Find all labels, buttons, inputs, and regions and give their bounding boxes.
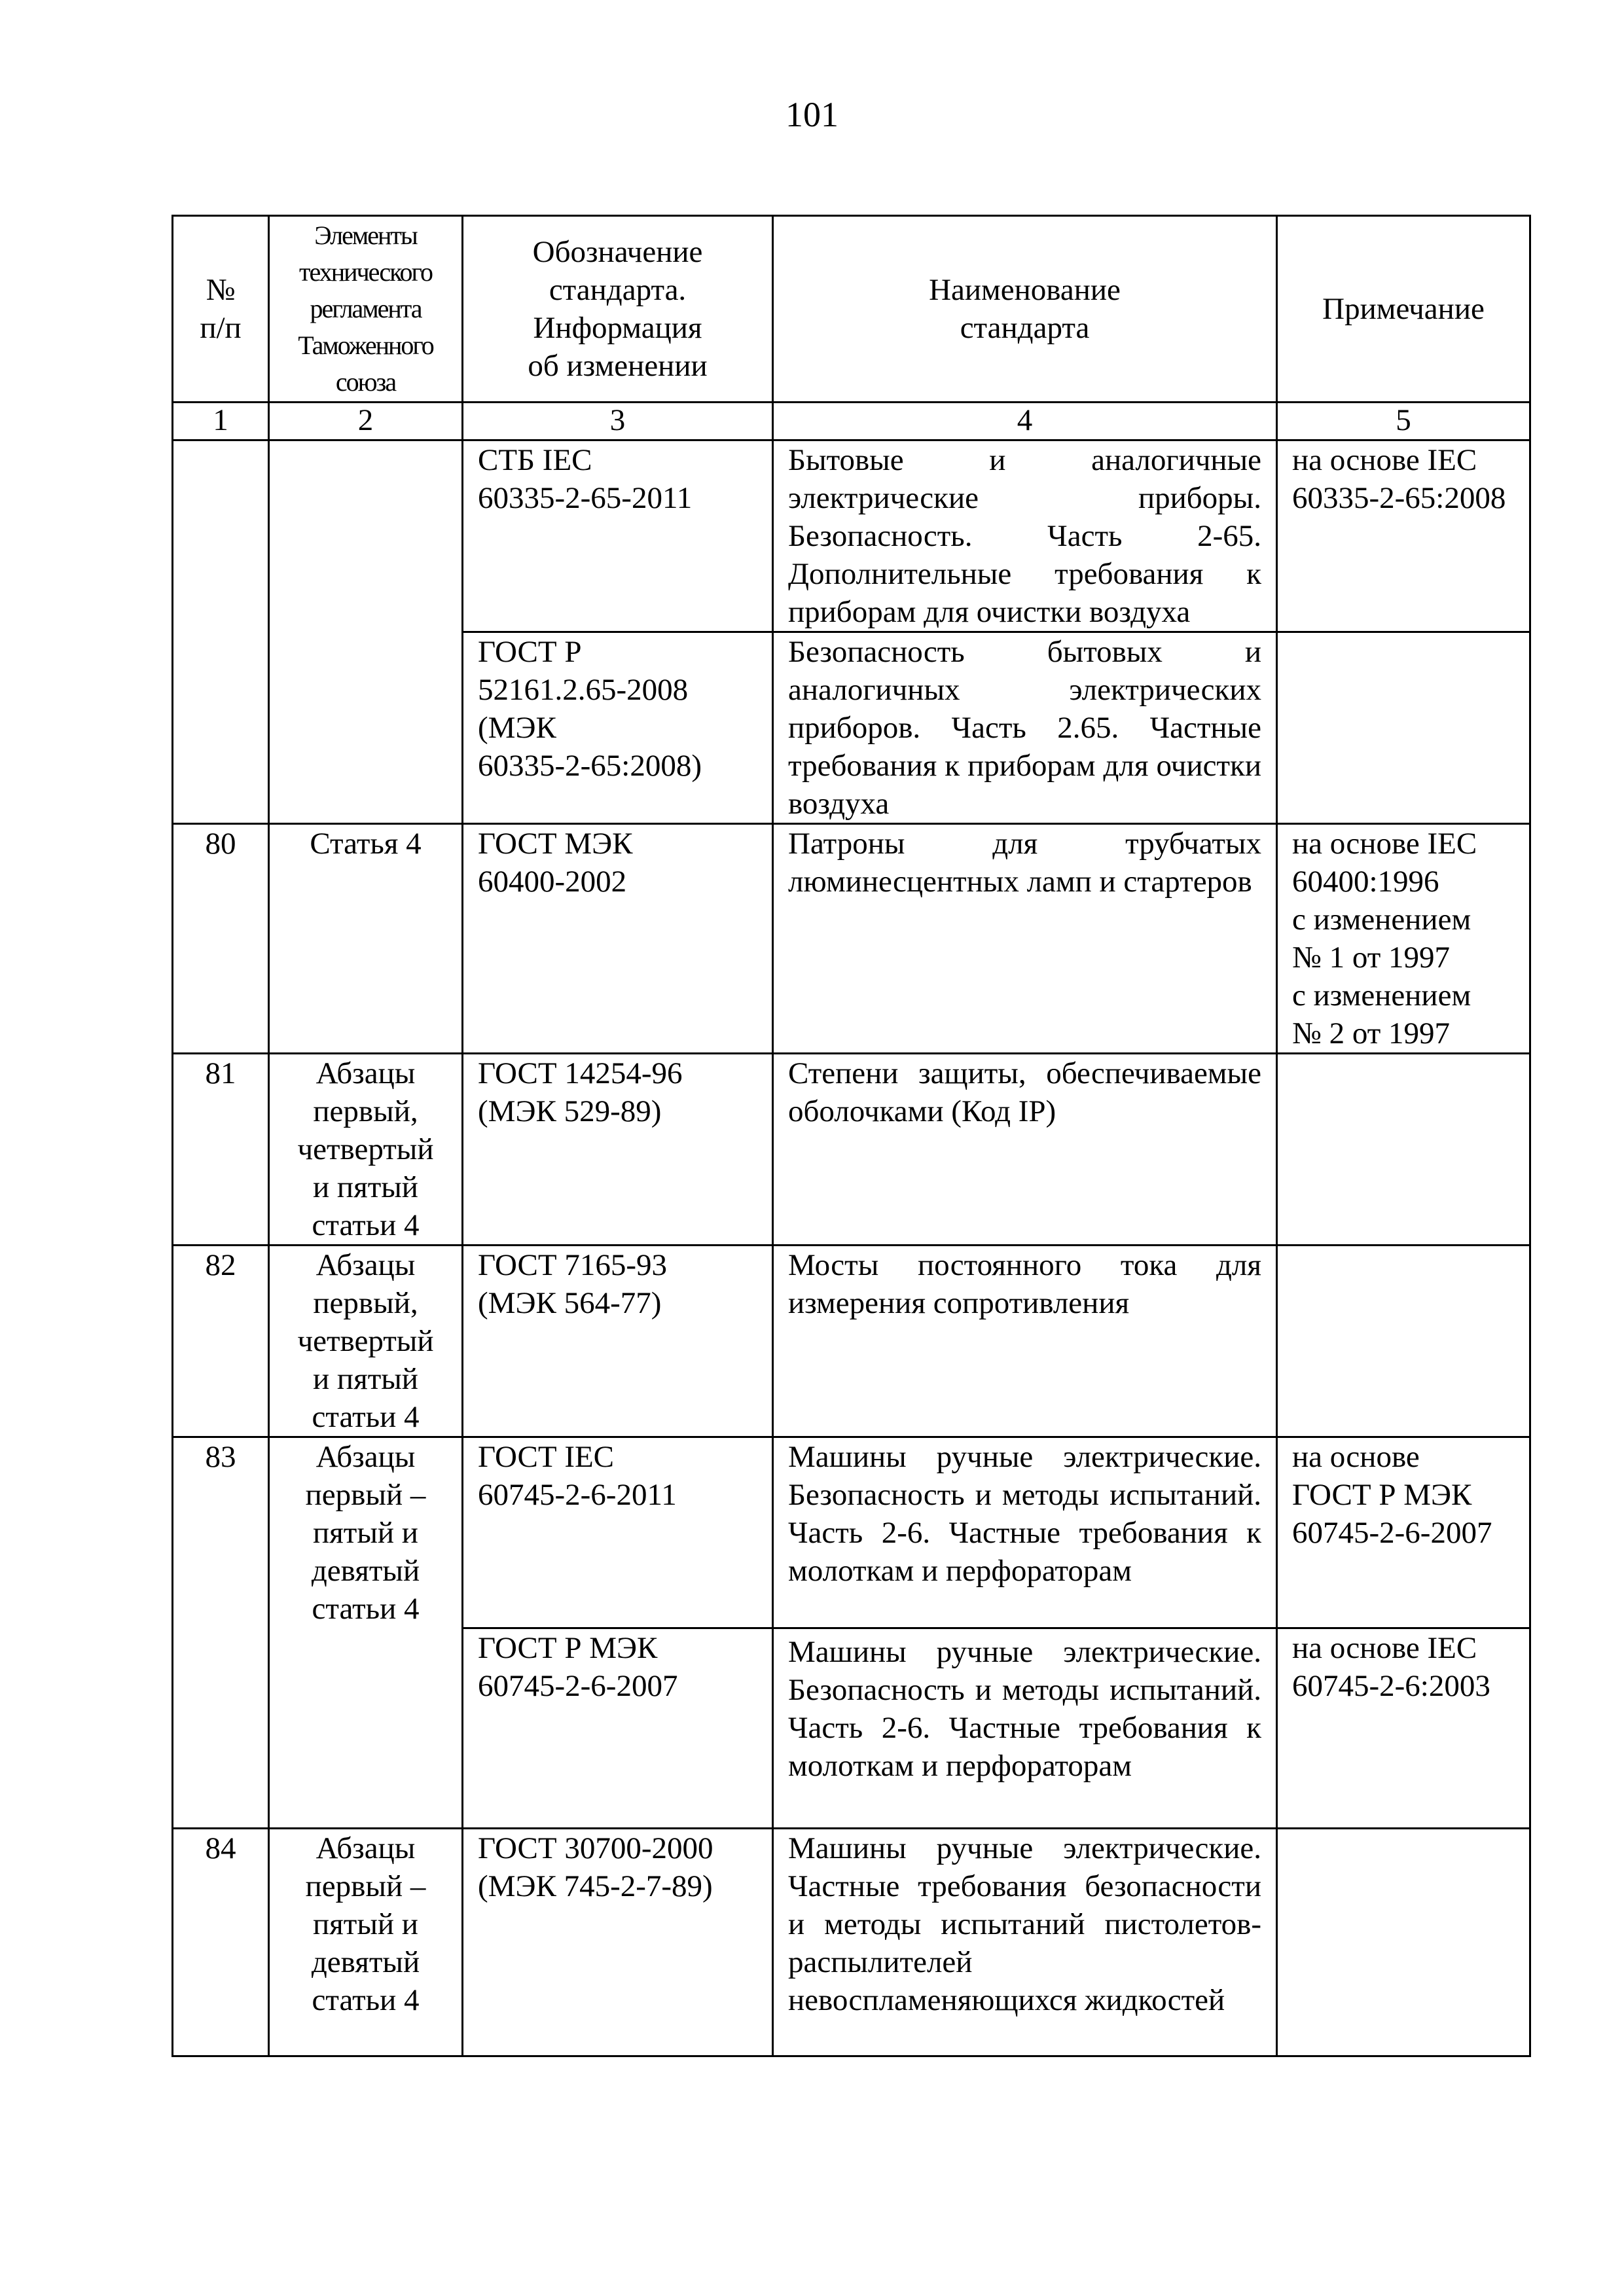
row-element: Абзацы первый, четвертый и пятый статьи 4: [269, 1246, 463, 1437]
row-number: 84: [173, 1829, 269, 2056]
row-element: Абзацы первый, четвертый и пятый статьи 4: [269, 1054, 463, 1246]
row-standard-name: Машины ручные электрические. Безопасность и методы испытаний. Часть 2-6. Частные требования к молоткам и перфораторам: [773, 1437, 1277, 1628]
header-name: Наименование стандарта: [773, 216, 1277, 403]
row-note: на основе ГОСТ Р МЭК 60745-2-6-2007: [1277, 1437, 1530, 1628]
row-element: Абзацы первый – пятый и девятый статьи 4: [269, 1829, 463, 2056]
row-designation: ГОСТ Р 52161.2.65-2008 (МЭК 60335-2-65:2008): [463, 632, 773, 824]
row-standard-name: Безопасность бытовых и аналогичных электрических приборов. Часть 2.65. Частные требования к приборам для очистки воздуха: [773, 632, 1277, 824]
row-note: [1277, 632, 1530, 824]
column-number: 3: [463, 403, 773, 440]
row-designation: ГОСТ 30700-2000 (МЭК 745-2-7-89): [463, 1829, 773, 2056]
row-number: [173, 440, 269, 824]
header-note: Примечание: [1277, 216, 1530, 403]
table-row: [173, 1054, 1530, 1246]
row-standard-name: Машины ручные электрические. Частные требования безопасности и методы испытаний пистолетов-распылителей невоспламеняющихся жидкостей: [773, 1829, 1277, 2056]
table-row: [173, 1437, 1530, 1628]
row-number: 81: [173, 1054, 269, 1246]
row-note: на основе IEC 60745-2-6:2003: [1277, 1628, 1530, 1829]
row-standard-name: Мосты постоянного тока для измерения сопротивления: [773, 1246, 1277, 1437]
row-designation: ГОСТ IEC 60745-2-6-2011: [463, 1437, 773, 1628]
table-row: [173, 1246, 1530, 1437]
row-designation: ГОСТ 7165-93 (МЭК 564-77): [463, 1246, 773, 1437]
row-note: на основе IEC 60400:1996 с изменением № 1 от 1997 с изменением № 2 от 1997: [1277, 824, 1530, 1054]
header-row: [173, 216, 1530, 403]
column-number: 1: [173, 403, 269, 440]
header-number: № п/п: [173, 216, 269, 403]
row-standard-name: Патроны для трубчатых люминесцентных ламп и стартеров: [773, 824, 1277, 1054]
table-row: [173, 824, 1530, 1054]
row-note: на основе IEC 60335-2-65:2008: [1277, 440, 1530, 632]
row-note: [1277, 1246, 1530, 1437]
column-number: 5: [1277, 403, 1530, 440]
row-standard-name: Бытовые и аналогичные электрические приборы. Безопасность. Часть 2-65. Дополнительные требования к приборам для очистки воздуха: [773, 440, 1277, 632]
column-number-row: [173, 403, 1530, 440]
row-note: [1277, 1054, 1530, 1246]
page-number: 101: [785, 95, 839, 134]
row-standard-name: Машины ручные электрические. Безопасность и методы испытаний. Часть 2-6. Частные требования к молоткам и перфораторам: [773, 1628, 1277, 1829]
row-designation: ГОСТ МЭК 60400-2002: [463, 824, 773, 1054]
row-note: [1277, 1829, 1530, 2056]
row-designation: ГОСТ Р МЭК 60745-2-6-2007: [463, 1628, 773, 1829]
row-number: 82: [173, 1246, 269, 1437]
row-standard-name: Степени защиты, обеспечиваемые оболочками (Код IP): [773, 1054, 1277, 1246]
column-number: 4: [773, 403, 1277, 440]
row-element: Абзацы первый – пятый и девятый статьи 4: [269, 1437, 463, 1829]
row-number: 80: [173, 824, 269, 1054]
column-number: 2: [269, 403, 463, 440]
table-row: [173, 1829, 1530, 2056]
row-designation: ГОСТ 14254-96 (МЭК 529-89): [463, 1054, 773, 1246]
header-element: Элементы технического регламента Таможенного союза: [269, 216, 463, 403]
header-designation: Обозначение стандарта. Информация об изменении: [463, 216, 773, 403]
row-number: 83: [173, 1437, 269, 1829]
row-designation: СТБ IEC 60335-2-65-2011: [463, 440, 773, 632]
row-element: Статья 4: [269, 824, 463, 1054]
standards-table: [171, 215, 1531, 2057]
row-element: [269, 440, 463, 824]
table-row: [173, 440, 1530, 632]
